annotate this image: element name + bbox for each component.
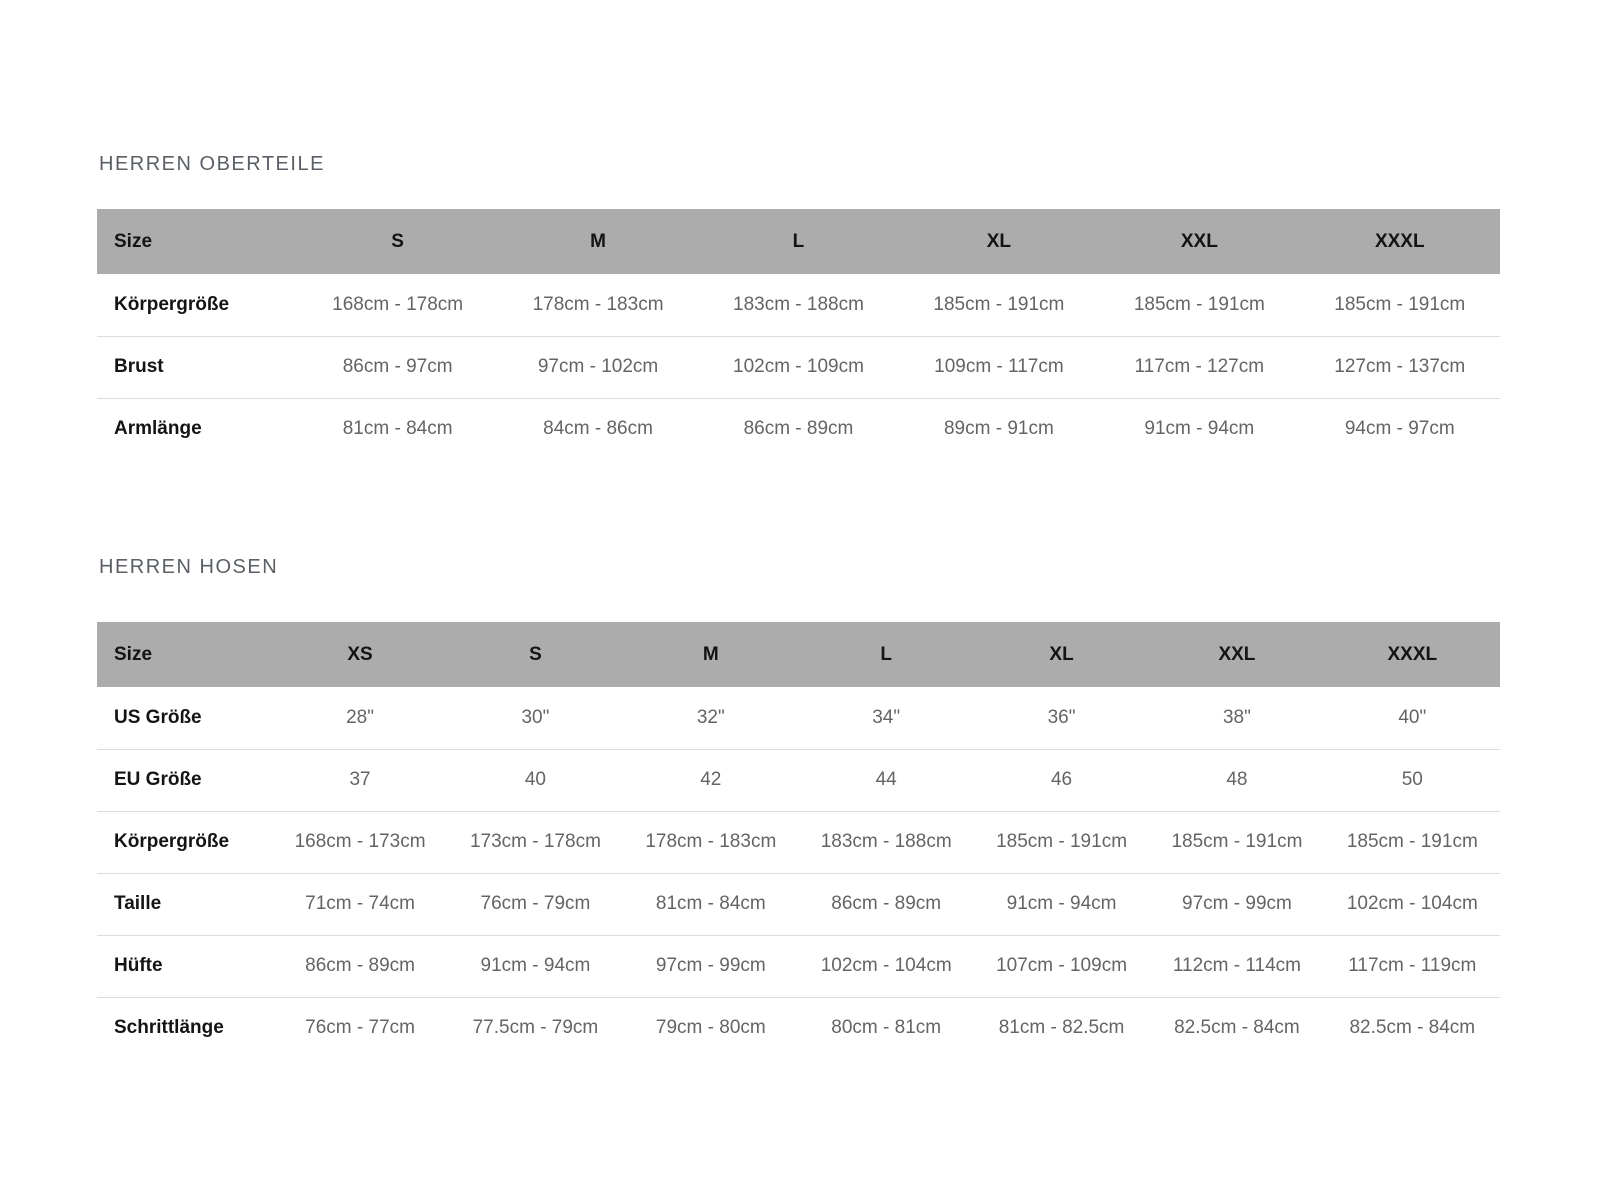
cell-value: 178cm - 183cm <box>498 274 698 336</box>
cell-value: 32" <box>623 687 798 749</box>
cell-value: 185cm - 191cm <box>1325 811 1500 873</box>
cell-value: 71cm - 74cm <box>272 873 447 935</box>
row-label: Körpergröße <box>97 811 272 873</box>
cell-value: 86cm - 89cm <box>272 935 447 997</box>
cell-value: 38" <box>1149 687 1324 749</box>
row-label: EU Größe <box>97 749 272 811</box>
cell-value: 97cm - 99cm <box>1149 873 1324 935</box>
cell-value: 37 <box>272 749 447 811</box>
cell-value: 183cm - 188cm <box>799 811 974 873</box>
herren-hosen-size-table <box>97 622 1500 1059</box>
cell-value: 185cm - 191cm <box>1300 274 1500 336</box>
cell-value: 80cm - 81cm <box>799 997 974 1059</box>
cell-value: 173cm - 178cm <box>448 811 623 873</box>
cell-value: 117cm - 127cm <box>1099 336 1299 398</box>
column-header-xxxl: XXXL <box>1300 209 1500 274</box>
cell-value: 183cm - 188cm <box>698 274 898 336</box>
table-row <box>97 997 1500 1059</box>
cell-value: 102cm - 104cm <box>799 935 974 997</box>
column-header-xs: XS <box>272 622 447 687</box>
cell-value: 109cm - 117cm <box>899 336 1099 398</box>
cell-value: 168cm - 173cm <box>272 811 447 873</box>
cell-value: 81cm - 82.5cm <box>974 997 1149 1059</box>
herren-oberteile-size-table <box>97 209 1500 460</box>
cell-value: 50 <box>1325 749 1500 811</box>
cell-value: 34" <box>799 687 974 749</box>
header-row <box>97 622 1500 687</box>
table-row <box>97 873 1500 935</box>
row-label: Schrittlänge <box>97 997 272 1059</box>
table-row <box>97 811 1500 873</box>
cell-value: 76cm - 77cm <box>272 997 447 1059</box>
table-row <box>97 274 1500 336</box>
cell-value: 40 <box>448 749 623 811</box>
cell-value: 82.5cm - 84cm <box>1325 997 1500 1059</box>
cell-value: 46 <box>974 749 1149 811</box>
column-header-xxl: XXL <box>1099 209 1299 274</box>
cell-value: 81cm - 84cm <box>297 398 497 460</box>
cell-value: 117cm - 119cm <box>1325 935 1500 997</box>
cell-value: 185cm - 191cm <box>1099 274 1299 336</box>
cell-value: 112cm - 114cm <box>1149 935 1324 997</box>
column-header-m: M <box>498 209 698 274</box>
column-header-m: M <box>623 622 798 687</box>
cell-value: 89cm - 91cm <box>899 398 1099 460</box>
column-header-xxl: XXL <box>1149 622 1324 687</box>
column-header-xxxl: XXXL <box>1325 622 1500 687</box>
cell-value: 107cm - 109cm <box>974 935 1149 997</box>
size-column-header: Size <box>97 622 272 687</box>
cell-value: 76cm - 79cm <box>448 873 623 935</box>
cell-value: 91cm - 94cm <box>1099 398 1299 460</box>
table-row <box>97 749 1500 811</box>
column-header-s: S <box>297 209 497 274</box>
cell-value: 185cm - 191cm <box>974 811 1149 873</box>
cell-value: 97cm - 102cm <box>498 336 698 398</box>
cell-value: 44 <box>799 749 974 811</box>
cell-value: 40" <box>1325 687 1500 749</box>
column-header-l: L <box>799 622 974 687</box>
column-header-l: L <box>698 209 898 274</box>
row-label: Hüfte <box>97 935 272 997</box>
column-header-s: S <box>448 622 623 687</box>
cell-value: 86cm - 89cm <box>799 873 974 935</box>
table-row <box>97 935 1500 997</box>
row-label: US Größe <box>97 687 272 749</box>
cell-value: 102cm - 104cm <box>1325 873 1500 935</box>
cell-value: 86cm - 97cm <box>297 336 497 398</box>
row-label: Armlänge <box>97 398 297 460</box>
cell-value: 168cm - 178cm <box>297 274 497 336</box>
cell-value: 84cm - 86cm <box>498 398 698 460</box>
cell-value: 185cm - 191cm <box>1149 811 1324 873</box>
size-column-header: Size <box>97 209 297 274</box>
cell-value: 185cm - 191cm <box>899 274 1099 336</box>
cell-value: 178cm - 183cm <box>623 811 798 873</box>
section-title-herren-oberteile: HERREN OBERTEILE <box>99 153 325 175</box>
cell-value: 30" <box>448 687 623 749</box>
cell-value: 48 <box>1149 749 1324 811</box>
cell-value: 28" <box>272 687 447 749</box>
table-row <box>97 336 1500 398</box>
cell-value: 97cm - 99cm <box>623 935 798 997</box>
table-row <box>97 687 1500 749</box>
cell-value: 91cm - 94cm <box>974 873 1149 935</box>
cell-value: 86cm - 89cm <box>698 398 898 460</box>
table-row <box>97 398 1500 460</box>
row-label: Taille <box>97 873 272 935</box>
column-header-xl: XL <box>899 209 1099 274</box>
column-header-xl: XL <box>974 622 1149 687</box>
cell-value: 42 <box>623 749 798 811</box>
cell-value: 79cm - 80cm <box>623 997 798 1059</box>
row-label: Brust <box>97 336 297 398</box>
cell-value: 81cm - 84cm <box>623 873 798 935</box>
section-title-herren-hosen: HERREN HOSEN <box>99 556 279 578</box>
cell-value: 36" <box>974 687 1149 749</box>
header-row <box>97 209 1500 274</box>
cell-value: 102cm - 109cm <box>698 336 898 398</box>
cell-value: 91cm - 94cm <box>448 935 623 997</box>
cell-value: 77.5cm - 79cm <box>448 997 623 1059</box>
cell-value: 94cm - 97cm <box>1300 398 1500 460</box>
cell-value: 82.5cm - 84cm <box>1149 997 1324 1059</box>
cell-value: 127cm - 137cm <box>1300 336 1500 398</box>
row-label: Körpergröße <box>97 274 297 336</box>
